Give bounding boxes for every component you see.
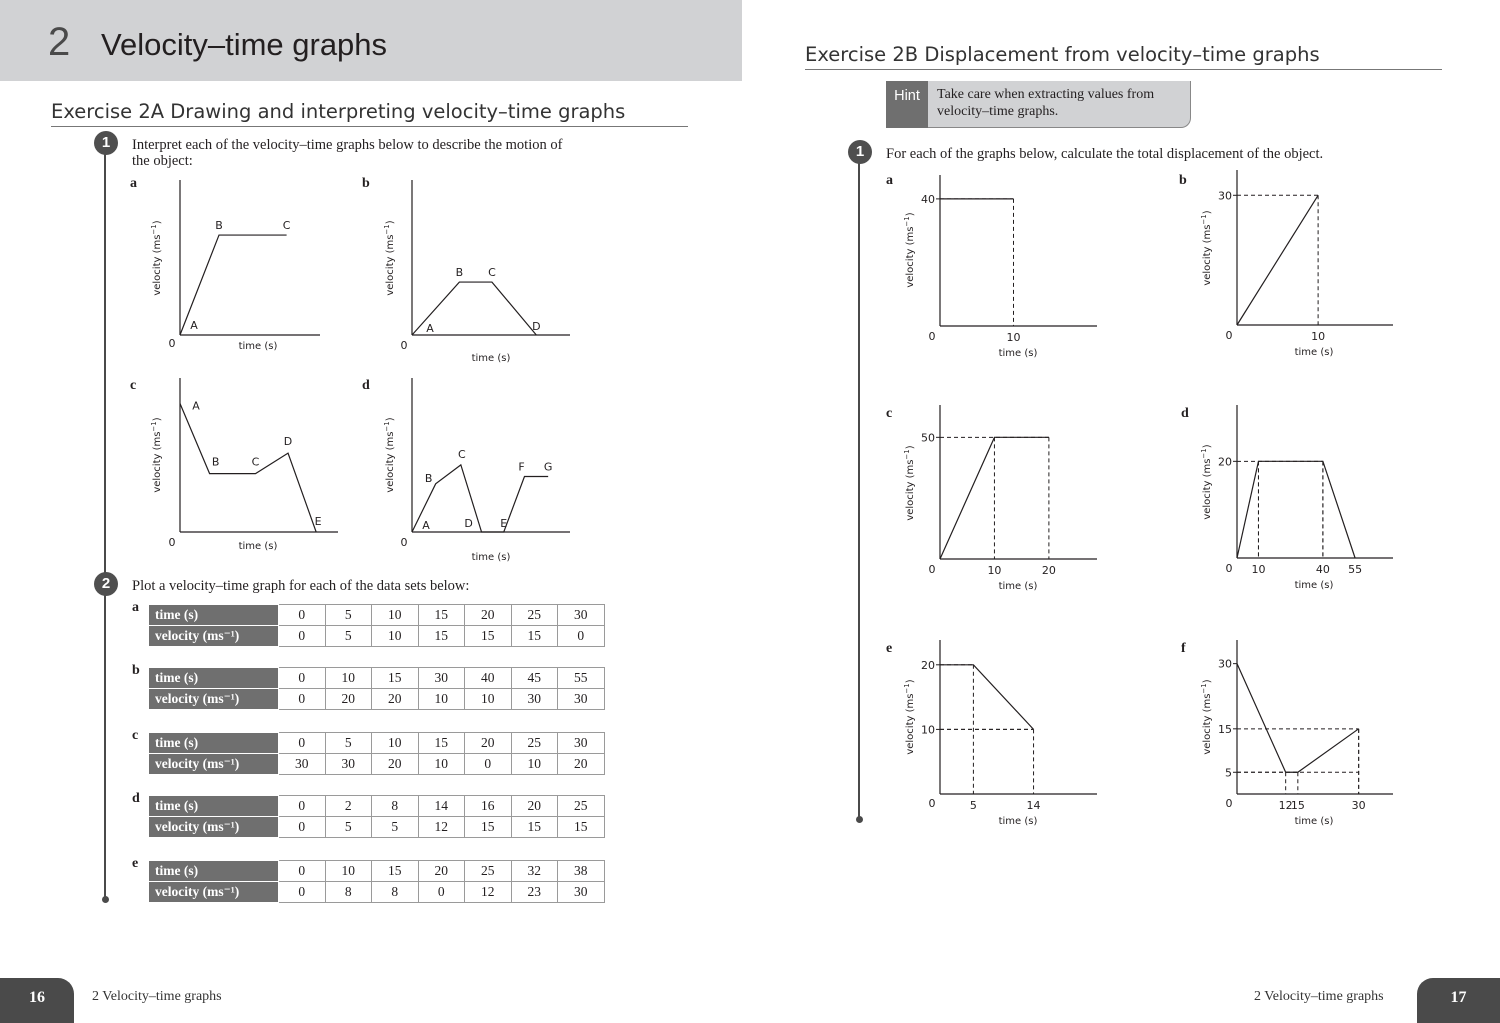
vertex-label-C: C (251, 455, 260, 469)
origin-label: 0 (168, 536, 176, 549)
series-line (180, 235, 287, 335)
hint-line-1: Take care when extracting values from (937, 87, 1155, 102)
vertex-label-C: C (282, 219, 291, 233)
table-cell: 10 (511, 754, 558, 775)
table-cell: 5 (325, 626, 372, 647)
series-line (1237, 461, 1355, 558)
table-cell: 30 (279, 754, 326, 775)
table-cell: 8 (372, 796, 419, 817)
table-cell: 15 (418, 733, 465, 754)
table-row (149, 668, 605, 689)
x-axis-label: time (s) (1294, 347, 1334, 358)
table-cell: 0 (418, 882, 465, 903)
hint-text (937, 87, 1187, 120)
y-axis-label: velocity $(ms^{-1})$ (1200, 444, 1213, 520)
table-cell: 15 (418, 605, 465, 626)
part-label: a (886, 173, 893, 188)
x-tick-label: 5 (969, 799, 977, 812)
x-tick-label: 10 (987, 564, 1002, 577)
table-cell: 30 (325, 754, 372, 775)
series-line (412, 282, 536, 335)
table-row-header: velocity (ms⁻¹) (149, 817, 279, 838)
part-label: b (1179, 173, 1187, 188)
y-axis-unit-exponent: −1 (903, 683, 911, 694)
table-cell: 0 (558, 626, 605, 647)
table-cell: 15 (372, 668, 419, 689)
part-label: e (886, 641, 893, 656)
running-head-right: 2 Velocity–time graphs (1254, 989, 1384, 1004)
table-cell: 30 (558, 882, 605, 903)
y-axis-label-close: ) (385, 220, 396, 225)
table-cell: 30 (511, 689, 558, 710)
table-cell: 12 (418, 817, 465, 838)
data-table-c (148, 732, 605, 775)
table-cell: 15 (558, 817, 605, 838)
table-cell: 0 (279, 605, 326, 626)
y-axis-unit-exponent: −1 (903, 449, 911, 460)
table-cell: 0 (279, 733, 326, 754)
vertex-label-D: D (283, 435, 293, 449)
table-cell: 15 (511, 817, 558, 838)
table-cell: 0 (279, 689, 326, 710)
table-row (149, 733, 605, 754)
y-axis-label: velocity $(ms^{-1})$ (903, 212, 916, 288)
y-tick-label: 50 (921, 431, 935, 445)
chapter-title: Velocity–time graphs (101, 27, 388, 62)
question-line-end-2b (856, 816, 863, 823)
y-tick-label: 10 (921, 723, 935, 737)
question-1-line-2: the object: (132, 153, 193, 169)
table-cell: 15 (372, 861, 419, 882)
series-line (1237, 664, 1359, 773)
table-row (149, 796, 605, 817)
table-row (149, 817, 605, 838)
table-cell: 10 (418, 754, 465, 775)
part-label: c (886, 406, 893, 421)
vertex-label-B: B (211, 455, 220, 469)
table-cell: 20 (325, 689, 372, 710)
vertex-label-G: G (543, 460, 553, 474)
table-cell: 15 (418, 626, 465, 647)
part-label: f (1181, 641, 1186, 656)
y-axis-label: velocity $(ms^{-1})$ (383, 417, 396, 493)
vertex-label-B: B (455, 266, 464, 280)
table-cell: 23 (511, 882, 558, 903)
vertex-label-C: C (457, 447, 466, 461)
series-line (940, 665, 1034, 730)
vertex-label-B: B (215, 219, 223, 233)
x-axis-label: time (s) (238, 341, 278, 352)
y-tick-label: 30 (1218, 657, 1232, 671)
vertex-label-E: E (500, 517, 508, 530)
table-row-header: time (s) (149, 861, 279, 882)
part-label: a (130, 176, 137, 191)
question-number-1: 1 (94, 131, 118, 155)
table-cell: 25 (511, 605, 558, 626)
x-axis-label: time (s) (1294, 816, 1334, 827)
question-line-2b (858, 153, 860, 818)
table-cell: 16 (465, 796, 512, 817)
x-tick-label: 14 (1026, 799, 1041, 812)
chapter-number: 2 (48, 20, 71, 64)
table-cell: 10 (372, 733, 419, 754)
table-cell: 30 (418, 668, 465, 689)
question-2b-1-text: For each of the graphs below, calculate the total displacement of the object. (886, 146, 1324, 162)
table-cell: 0 (279, 882, 326, 903)
vertex-label-F: F (518, 460, 525, 474)
table-part-label: b (132, 663, 140, 678)
table-row-header: velocity (ms⁻¹) (149, 882, 279, 903)
table-cell: 10 (325, 861, 372, 882)
table-row (149, 605, 605, 626)
y-axis-unit-exponent: −1 (1200, 214, 1208, 225)
y-axis-unit-exponent: −1 (1200, 448, 1208, 459)
question-2-text: Plot a velocity–time graph for each of the data sets below: (132, 578, 470, 594)
origin-label: 0 (1225, 797, 1233, 810)
page-number-left: 16 (0, 978, 74, 1023)
y-axis-label-close: ) (1202, 444, 1213, 449)
y-tick-label: 40 (921, 192, 935, 206)
table-cell: 10 (372, 605, 419, 626)
table-row (149, 626, 605, 647)
vertex-label-B: B (424, 471, 433, 485)
table-cell: 0 (279, 668, 326, 689)
x-axis-label: time (s) (998, 581, 1038, 592)
x-tick-label: 10 (1311, 330, 1326, 343)
x-axis-label: time (s) (998, 348, 1038, 359)
table-cell: 0 (279, 626, 326, 647)
y-axis-label-close: ) (905, 445, 916, 450)
y-axis-label-close: ) (152, 220, 163, 225)
vertex-label-D: D (464, 517, 473, 530)
table-cell: 20 (558, 754, 605, 775)
table-row-header: velocity (ms⁻¹) (149, 754, 279, 775)
table-cell: 12 (465, 882, 512, 903)
y-axis-label-close: ) (1202, 210, 1213, 215)
x-axis-label: time (s) (238, 541, 278, 552)
vertex-label-A: A (192, 399, 200, 413)
page-number-right: 17 (1417, 978, 1500, 1023)
y-axis-label: velocity $(ms^{-1})$ (383, 220, 396, 296)
y-axis-unit-exponent: −1 (903, 216, 911, 227)
data-table-b (148, 667, 605, 710)
running-head-left: 2 Velocity–time graphs (92, 989, 222, 1004)
x-tick-label: 10 (1251, 563, 1266, 576)
table-cell: 10 (372, 626, 419, 647)
table-cell: 15 (511, 626, 558, 647)
x-tick-label: 10 (1006, 331, 1021, 344)
y-tick-label: 30 (1218, 189, 1232, 203)
x-tick-label: 20 (1041, 564, 1056, 577)
origin-label: 0 (928, 330, 936, 343)
data-table-e (148, 860, 605, 903)
y-axis-label: velocity $(ms^{-1})$ (903, 679, 916, 755)
origin-label: 0 (1225, 329, 1233, 342)
y-axis-unit-exponent: −1 (150, 224, 158, 235)
table-row-header: velocity (ms⁻¹) (149, 626, 279, 647)
part-label: d (362, 378, 370, 393)
y-tick-label: 20 (921, 658, 935, 672)
y-axis-label: velocity $(ms^{-1})$ (903, 445, 916, 521)
table-cell: 10 (325, 668, 372, 689)
part-label: d (1181, 406, 1189, 421)
table-cell: 0 (279, 861, 326, 882)
table-row-header: time (s) (149, 668, 279, 689)
vertex-label-A: A (426, 322, 434, 335)
y-axis-label-close: ) (905, 679, 916, 684)
hint-line-2: velocity–time graphs. (937, 103, 1059, 119)
table-part-label: c (132, 728, 139, 743)
y-axis-unit-exponent: −1 (383, 224, 391, 235)
x-axis-label: time (s) (471, 552, 511, 563)
table-cell: 20 (418, 861, 465, 882)
table-row-header: time (s) (149, 605, 279, 626)
table-cell: 8 (372, 882, 419, 903)
table-cell: 55 (558, 668, 605, 689)
exercise-2b-rule (805, 69, 1442, 70)
table-row (149, 861, 605, 882)
origin-label: 0 (168, 337, 176, 350)
table-row-header: time (s) (149, 796, 279, 817)
table-cell: 5 (325, 733, 372, 754)
part-label: b (362, 176, 370, 191)
y-tick-label: 15 (1218, 722, 1232, 736)
table-cell: 0 (465, 754, 512, 775)
x-axis-label: time (s) (998, 816, 1038, 827)
y-tick-label: 5 (1225, 766, 1232, 780)
x-axis-label: time (s) (1294, 580, 1334, 591)
y-axis-label-close: ) (1202, 679, 1213, 684)
table-row-header: time (s) (149, 733, 279, 754)
vertex-label-A: A (190, 319, 198, 332)
series-line (180, 404, 316, 532)
table-cell: 8 (325, 882, 372, 903)
vertex-label-E: E (314, 515, 322, 528)
vertex-label-D: D (532, 320, 541, 333)
table-cell: 25 (465, 861, 512, 882)
table-cell: 15 (465, 817, 512, 838)
table-row (149, 689, 605, 710)
table-cell: 25 (558, 796, 605, 817)
table-cell: 20 (465, 605, 512, 626)
x-tick-label: 15 (1290, 799, 1305, 812)
x-tick-label: 40 (1315, 563, 1330, 576)
y-axis-unit-exponent: −1 (1200, 683, 1208, 694)
x-tick-label: 55 (1348, 563, 1363, 576)
question-number-2b-1: 1 (848, 140, 872, 164)
table-cell: 5 (372, 817, 419, 838)
table-cell: 20 (372, 754, 419, 775)
exercise-2a-title: Exercise 2A Drawing and interpreting velocity–time graphs (51, 100, 626, 123)
x-tick-label: 12 (1278, 799, 1293, 812)
origin-label: 0 (400, 536, 408, 549)
hint-label: Hint (886, 81, 928, 128)
origin-label: 0 (928, 797, 936, 810)
series-line (1237, 195, 1318, 325)
exercise-2a-rule (51, 126, 688, 127)
question-number-2: 2 (94, 572, 118, 596)
part-label: c (130, 378, 137, 393)
table-part-label: d (132, 791, 140, 806)
table-cell: 32 (511, 861, 558, 882)
table-cell: 10 (465, 689, 512, 710)
exercise-2b-title: Exercise 2B Displacement from velocity–time graphs (805, 43, 1320, 66)
table-row (149, 882, 605, 903)
table-cell: 20 (465, 733, 512, 754)
table-part-label: e (132, 856, 139, 871)
table-cell: 2 (325, 796, 372, 817)
question-1-line-1: Interpret each of the velocity–time graphs below to describe the motion of (132, 137, 563, 153)
x-axis-label: time (s) (471, 353, 511, 364)
y-axis-label-close: ) (385, 417, 396, 422)
table-cell: 0 (279, 817, 326, 838)
table-part-label: a (132, 600, 139, 615)
y-axis-label-close: ) (905, 212, 916, 217)
vertex-label-A: A (422, 519, 430, 532)
table-row (149, 754, 605, 775)
y-axis-label-close: ) (152, 417, 163, 422)
y-axis-label: velocity $(ms^{-1})$ (150, 417, 163, 493)
data-table-d (148, 795, 605, 838)
y-axis-unit-exponent: −1 (383, 421, 391, 432)
table-cell: 25 (511, 733, 558, 754)
origin-label: 0 (400, 339, 408, 352)
table-cell: 5 (325, 817, 372, 838)
table-cell: 30 (558, 605, 605, 626)
series-line (940, 437, 1049, 559)
table-cell: 38 (558, 861, 605, 882)
table-cell: 5 (325, 605, 372, 626)
origin-label: 0 (928, 563, 936, 576)
table-cell: 45 (511, 668, 558, 689)
question-line-end (102, 896, 109, 903)
origin-label: 0 (1225, 562, 1233, 575)
vertex-label-C: C (488, 266, 496, 280)
table-cell: 30 (558, 689, 605, 710)
table-cell: 20 (372, 689, 419, 710)
series-line (412, 465, 548, 532)
y-tick-label: 20 (1218, 455, 1232, 469)
y-axis-label: velocity $(ms^{-1})$ (1200, 679, 1213, 755)
question-line-2a (104, 143, 106, 899)
x-tick-label: 30 (1351, 799, 1366, 812)
table-cell: 14 (418, 796, 465, 817)
table-row-header: velocity (ms⁻¹) (149, 689, 279, 710)
y-axis-label: velocity $(ms^{-1})$ (1200, 210, 1213, 286)
table-cell: 40 (465, 668, 512, 689)
question-1-text (132, 137, 562, 169)
table-cell: 15 (465, 626, 512, 647)
y-axis-label: velocity $(ms^{-1})$ (150, 220, 163, 296)
table-cell: 10 (418, 689, 465, 710)
table-cell: 30 (558, 733, 605, 754)
table-cell: 0 (279, 796, 326, 817)
y-axis-unit-exponent: −1 (150, 421, 158, 432)
table-cell: 20 (511, 796, 558, 817)
data-table-a (148, 604, 605, 647)
